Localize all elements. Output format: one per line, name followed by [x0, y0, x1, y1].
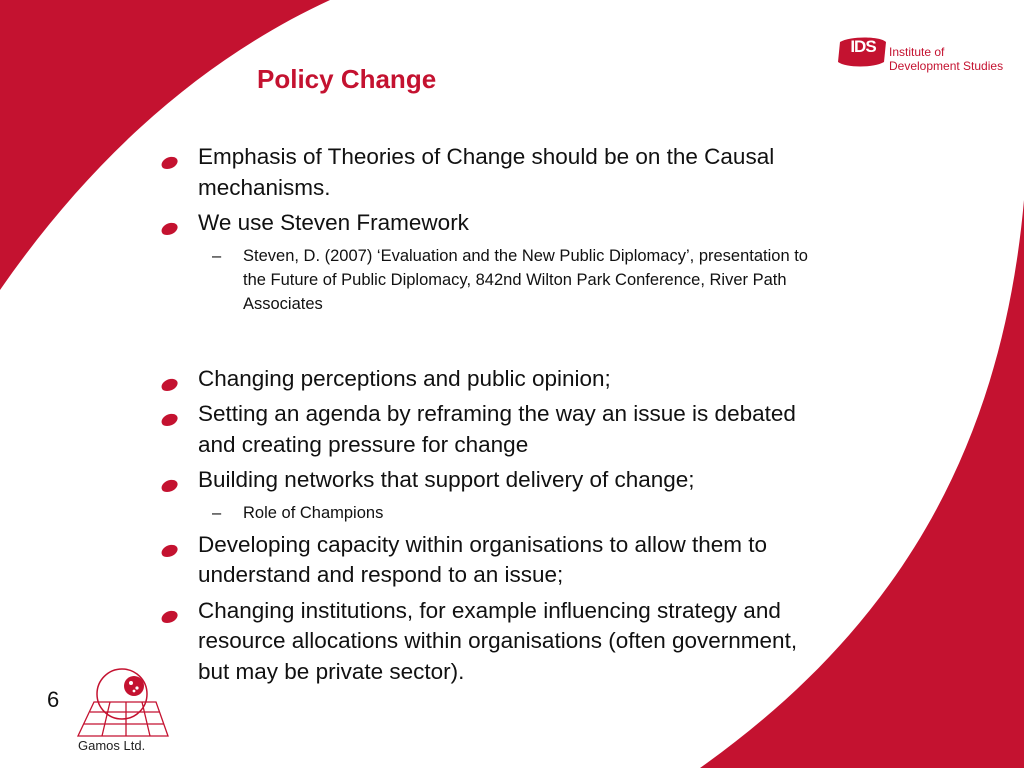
slide-title: Policy Change: [257, 64, 437, 94]
bullet-dot-icon: [160, 536, 179, 550]
bullet-item: [160, 208, 810, 239]
bullet-text: Steven, D. (2007) ‘Evaluation and the New Public Diplomacy’, presentation to the Future of Public Diplomacy, 842nd Wilton Park Conference, River Path Associates: [243, 246, 808, 313]
bullet-text: We use Steven Framework: [198, 210, 469, 235]
ids-line-2: Development Studies: [889, 59, 1004, 73]
sub-bullet-dash: –: [212, 503, 222, 522]
sub-bullet-dash: –: [212, 246, 222, 265]
bullet-item: [160, 399, 810, 460]
gamos-grid-icon: [72, 664, 182, 742]
bullet-dot-icon: [160, 405, 179, 419]
bullet-list: [160, 142, 810, 692]
bullet-text: Setting an agenda by reframing the way an issue is debated and creating pressure for change: [198, 401, 796, 457]
bullet-text: Building networks that support delivery of change;: [198, 467, 695, 492]
ids-badge-text: IDS: [850, 37, 876, 56]
bullet-item: [160, 596, 810, 688]
bullet-item: [160, 530, 810, 591]
ids-line-1: Institute of: [889, 45, 945, 59]
bullet-item: [160, 465, 810, 496]
sub-bullet-item: [160, 501, 810, 525]
bullet-dot-icon: [160, 370, 179, 384]
bullet-item: [160, 364, 810, 395]
bullet-spacer: [160, 321, 810, 364]
bullet-dot-icon: [160, 214, 179, 228]
bullet-dot-icon: [160, 471, 179, 485]
ids-logo: [836, 30, 1006, 78]
bullet-text: Role of Champions: [243, 503, 384, 522]
bullet-text: Emphasis of Theories of Change should be on the Causal mechanisms.: [198, 144, 775, 200]
bullet-text: Changing institutions, for example influencing strategy and resource allocations within organisations (often government, but may be private sector).: [198, 597, 798, 684]
bullet-text: Developing capacity within organisations to allow them to understand and respond to an issue;: [198, 531, 768, 587]
bullet-dot-icon: [160, 148, 179, 162]
bullet-text: Changing perceptions and public opinion;: [198, 365, 611, 391]
bullet-dot-icon: [160, 602, 179, 616]
ids-institute-name: [889, 45, 1003, 73]
sub-bullet-item: [160, 244, 810, 316]
gamos-label: Gamos Ltd.: [78, 738, 146, 753]
page-number: 6: [47, 687, 60, 712]
gamos-logo: [72, 664, 182, 764]
bullet-item: [160, 142, 810, 203]
